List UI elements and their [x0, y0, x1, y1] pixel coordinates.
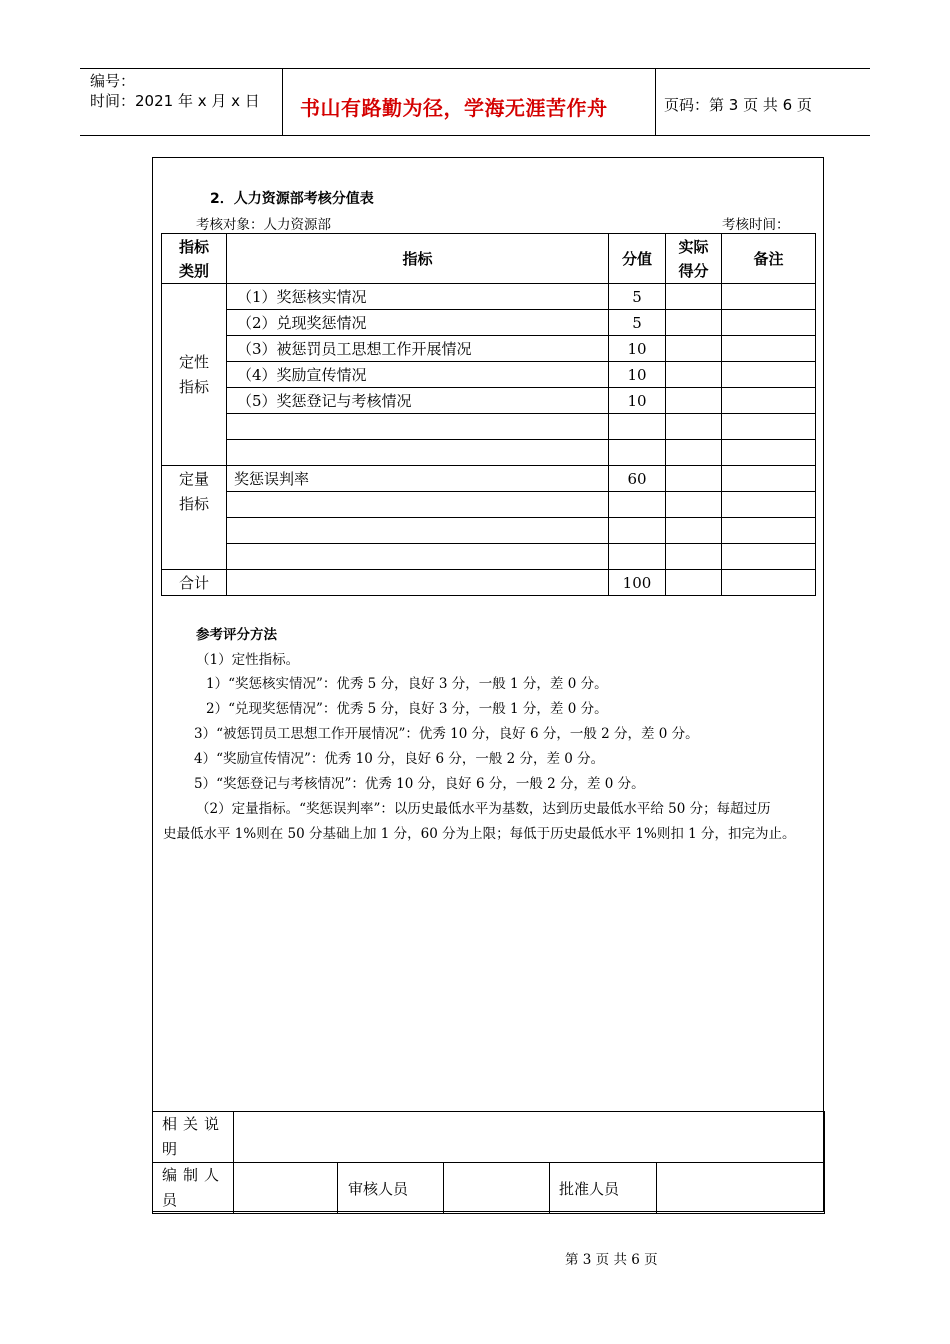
page-footer: 第 3 页 共 6 页 [565, 1252, 658, 1268]
actual-score-cell[interactable] [666, 440, 722, 466]
category-quantitative [162, 466, 227, 570]
method-line: （2）定量指标。“奖惩误判率”：以历史最低水平为基数，达到历史最低水平给 50 分；每超过历 [196, 801, 771, 817]
header-score: 分值 [609, 234, 666, 284]
total-actual-score-cell[interactable] [666, 570, 722, 596]
total-row [162, 570, 816, 596]
header-category-l2: 类别 [178, 261, 209, 280]
header-category-l1: 指标 [178, 237, 209, 256]
note-cell[interactable] [722, 414, 816, 440]
table-row [162, 310, 816, 336]
score-cell: 5 [609, 284, 666, 310]
score-cell: 60 [609, 466, 666, 492]
score-cell[interactable] [609, 518, 666, 544]
table-row [162, 284, 816, 310]
score-cell: 5 [609, 310, 666, 336]
related-notes-label-l2: 明 [162, 1140, 184, 1158]
table-row [162, 362, 816, 388]
note-cell[interactable] [722, 310, 816, 336]
header-page-label: 页码：第 3 页 共 6 页 [664, 96, 812, 114]
actual-score-cell[interactable] [666, 362, 722, 388]
assessment-target-label: 考核对象：人力资源部 [196, 217, 331, 233]
approver-label: 批准人员 [550, 1163, 657, 1214]
category-qualitative-l1: 定性 [178, 352, 209, 371]
method-title: 参考评分方法 [196, 627, 277, 643]
reviewer-label: 审核人员 [338, 1163, 444, 1214]
score-cell[interactable] [609, 544, 666, 570]
note-cell[interactable] [722, 336, 816, 362]
indicator-cell[interactable] [227, 518, 609, 544]
signature-row [153, 1163, 825, 1214]
actual-score-cell[interactable] [666, 388, 722, 414]
header-note: 备注 [722, 234, 816, 284]
indicator-cell: （3）被惩罚员工思想工作开展情况 [227, 336, 609, 362]
actual-score-cell[interactable] [666, 518, 722, 544]
header-divider-right [655, 68, 656, 135]
table-row-empty [162, 518, 816, 544]
score-cell[interactable] [609, 492, 666, 518]
score-cell: 10 [609, 388, 666, 414]
indicator-cell[interactable] [227, 414, 609, 440]
method-line: （1）定性指标。 [196, 652, 300, 668]
related-notes-row [153, 1112, 825, 1163]
table-row [162, 466, 816, 492]
actual-score-cell[interactable] [666, 466, 722, 492]
header-actual-score [666, 234, 722, 284]
indicator-cell: （4）奖励宣传情况 [227, 362, 609, 388]
author-label-l2: 员 [162, 1191, 184, 1209]
header-motto: 书山有路勤为径，学海无涯苦作舟 [300, 96, 608, 120]
score-cell: 10 [609, 336, 666, 362]
actual-score-cell[interactable] [666, 284, 722, 310]
signoff-table [152, 1111, 825, 1214]
header-bottom-rule [80, 135, 870, 136]
total-indicator-cell [227, 570, 609, 596]
category-quantitative-l1: 定量 [178, 470, 209, 488]
table-row [162, 388, 816, 414]
indicator-cell: （5）奖惩登记与考核情况 [227, 388, 609, 414]
indicator-cell[interactable] [227, 544, 609, 570]
table-row-empty [162, 440, 816, 466]
table-row-empty [162, 414, 816, 440]
related-notes-label-l1: 相关说 [162, 1115, 226, 1133]
header-top-rule [80, 68, 870, 69]
total-label: 合计 [162, 570, 227, 596]
indicator-cell: （1）奖惩核实情况 [227, 284, 609, 310]
actual-score-cell[interactable] [666, 414, 722, 440]
indicator-cell[interactable] [227, 492, 609, 518]
score-cell[interactable] [609, 440, 666, 466]
table-row-empty [162, 492, 816, 518]
category-quantitative-l2: 指标 [178, 495, 209, 513]
related-notes-label [153, 1112, 234, 1163]
header-divider-left [282, 68, 283, 135]
method-line: 1）“奖惩核实情况”：优秀 5 分，良好 3 分，一般 1 分，差 0 分。 [206, 676, 608, 692]
actual-score-cell[interactable] [666, 336, 722, 362]
indicator-cell[interactable] [227, 440, 609, 466]
note-cell[interactable] [722, 518, 816, 544]
actual-score-cell[interactable] [666, 492, 722, 518]
total-score: 100 [609, 570, 666, 596]
header-category [162, 234, 227, 284]
method-line: 2）“兑现奖惩情况”：优秀 5 分，良好 3 分，一般 1 分，差 0 分。 [206, 701, 608, 717]
header-actual-l2: 得分 [678, 261, 709, 280]
header-actual-l1: 实际 [678, 237, 709, 256]
indicator-cell: 奖惩误判率 [227, 466, 609, 492]
assessment-time-label: 考核时间： [722, 217, 790, 233]
note-cell[interactable] [722, 544, 816, 570]
score-table [161, 233, 816, 596]
indicator-cell: （2）兑现奖惩情况 [227, 310, 609, 336]
method-line: 4）“奖励宣传情况”：优秀 10 分，良好 6 分，一般 2 分，差 0 分。 [194, 751, 605, 767]
score-cell[interactable] [609, 414, 666, 440]
author-field[interactable] [234, 1163, 338, 1214]
note-cell[interactable] [722, 492, 816, 518]
actual-score-cell[interactable] [666, 544, 722, 570]
author-label-l1: 编制人 [162, 1166, 226, 1184]
method-line: 3）“被惩罚员工思想工作开展情况”：优秀 10 分，良好 6 分，一般 2 分，差 0 分。 [194, 726, 699, 742]
table-row [162, 336, 816, 362]
section-title: 2．人力资源部考核分值表 [210, 191, 374, 207]
category-qualitative [162, 284, 227, 466]
category-qualitative-l2: 指标 [178, 377, 209, 396]
table-row-empty [162, 544, 816, 570]
related-notes-field[interactable] [234, 1112, 825, 1163]
approver-field[interactable] [657, 1163, 825, 1214]
note-cell[interactable] [722, 466, 816, 492]
author-label [153, 1163, 234, 1214]
reviewer-field[interactable] [444, 1163, 550, 1214]
header-indicator: 指标 [227, 234, 609, 284]
table-header-row [162, 234, 816, 284]
method-line: 5）“奖惩登记与考核情况”：优秀 10 分，良好 6 分，一般 2 分，差 0 分。 [194, 776, 645, 792]
note-cell[interactable] [722, 362, 816, 388]
header-number-label: 编号： [90, 72, 136, 90]
actual-score-cell[interactable] [666, 310, 722, 336]
method-line: 史最低水平 1%则在 50 分基础上加 1 分，60 分为上限；每低于历史最低水平 1%则扣 1 分，扣完为止。 [163, 826, 796, 842]
header-time-label: 时间：2021 年 x 月 x 日 [90, 92, 260, 110]
note-cell[interactable] [722, 440, 816, 466]
note-cell[interactable] [722, 388, 816, 414]
score-cell: 10 [609, 362, 666, 388]
note-cell[interactable] [722, 284, 816, 310]
total-note-cell[interactable] [722, 570, 816, 596]
